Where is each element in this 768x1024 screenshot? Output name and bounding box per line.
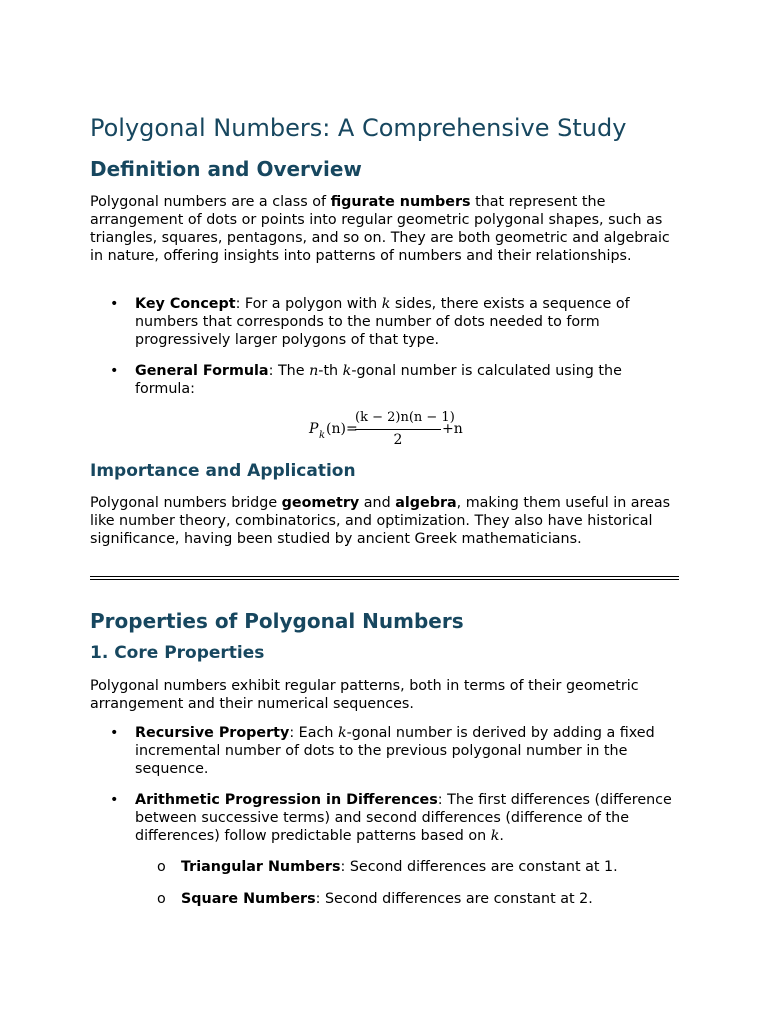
bullet-dot: • <box>110 296 119 312</box>
section-heading-definition: Definition and Overview <box>90 157 362 181</box>
horizontal-rule <box>90 576 679 577</box>
horizontal-rule <box>90 579 679 580</box>
sub-bullet-marker: o <box>157 859 166 875</box>
bullet-text: Key Concept: For a polygon with k sides, there exists a sequence of numbers that corresponds to the number of dots needed to form progressively larger polygons of that type. <box>135 296 630 348</box>
subsection-heading-core-properties: 1. Core Properties <box>90 643 265 663</box>
section-heading-importance: Importance and Application <box>90 461 356 481</box>
definition-paragraph: Polygonal numbers are a class of figurate numbers that represent the arrangement of dots or points into regular geometric polygonal shapes, such as triangles, squares, pentagons, and so on. They are both geometric and algebraic in nature, offering insights into patterns of numbers and their relationships. <box>90 194 670 264</box>
bullet-dot: • <box>110 792 119 808</box>
bullet-text: General Formula: The n-th k-gonal number is calculated using the formula: <box>135 363 622 397</box>
sub-bullet-marker: o <box>157 891 166 907</box>
section-heading-properties: Properties of Polygonal Numbers <box>90 609 464 633</box>
core-properties-paragraph: Polygonal numbers exhibit regular patterns, both in terms of their geometric arrangement and their numerical sequences. <box>90 678 639 712</box>
sub-bullet-text: Triangular Numbers: Second differences are constant at 1. <box>181 859 618 875</box>
bullet-text: Arithmetic Progression in Differences: The first differences (difference between successive terms) and second differences (difference of the differences) follow predictable patterns based on k. <box>135 792 672 844</box>
sub-bullet-text: Square Numbers: Second differences are constant at 2. <box>181 891 593 907</box>
polygonal-number-formula: P k (n)= (k − 2)n(n − 1) 2 +n <box>309 410 463 448</box>
bullet-dot: • <box>110 725 119 741</box>
bullet-text: Recursive Property: Each k-gonal number is derived by adding a fixed incremental number of dots to the previous polygonal number in the sequence. <box>135 725 655 777</box>
document-title: Polygonal Numbers: A Comprehensive Study <box>90 114 627 142</box>
importance-paragraph: Polygonal numbers bridge geometry and algebra, making them useful in areas like number theory, combinatorics, and optimization. They also have historical significance, having been studied by ancient Greek mathematicians. <box>90 495 671 547</box>
bullet-dot: • <box>110 363 119 379</box>
